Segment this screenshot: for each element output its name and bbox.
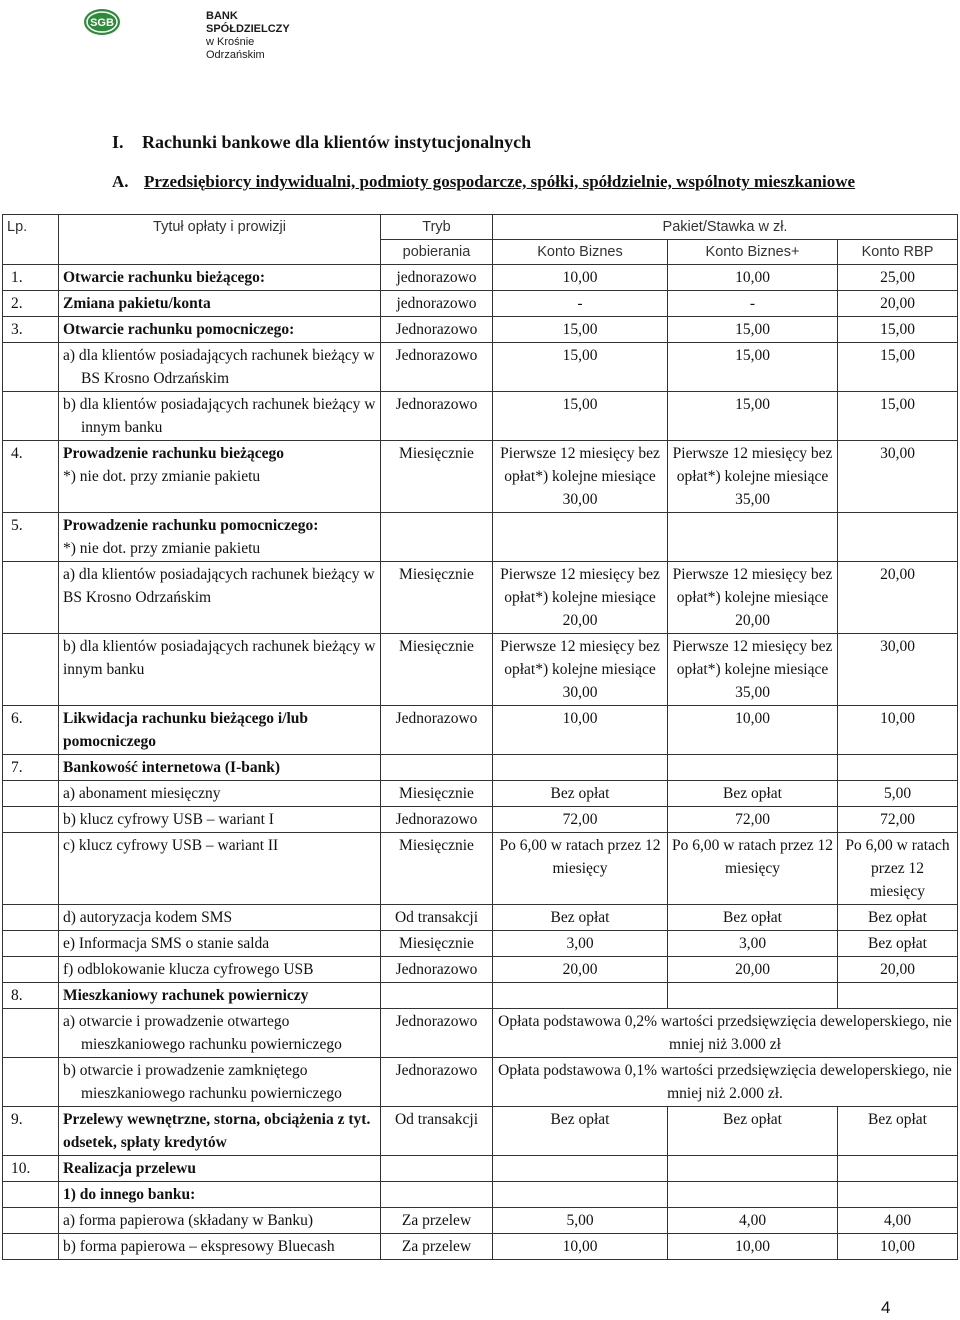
table-cell: 4,00 [838,1208,958,1234]
table-cell: Mieszkaniowy rachunek powierniczy [59,983,381,1009]
table-cell: Prowadzenie rachunku bieżącego *) nie dot. przy zmianie pakietu [59,441,381,513]
table-cell: Od transakcji [381,905,493,931]
table-cell: Jednorazowo [381,343,493,392]
table-cell: 20,00 [668,957,838,983]
table-cell: Pierwsze 12 miesięcy bez opłat*) kolejne miesiące 35,00 [668,634,838,706]
table-cell: 20,00 [493,957,668,983]
table-cell: e) Informacja SMS o stanie salda [59,931,381,957]
table-cell: Pierwsze 12 miesięcy bez opłat*) kolejne miesiące 30,00 [493,634,668,706]
table-cell: Pierwsze 12 miesięcy bez opłat*) kolejne miesiące 30,00 [493,441,668,513]
table-cell: 5. [3,513,59,562]
table-cell: - [493,291,668,317]
table-cell: 15,00 [493,392,668,441]
table-cell: 10,00 [493,706,668,755]
table-cell [3,1058,59,1107]
table-cell: Prowadzenie rachunku pomocniczego: *) nie dot. przy zmianie pakietu [59,513,381,562]
fee-table [2,214,958,1260]
table-row [3,317,958,343]
table-cell: Miesięcznie [381,781,493,807]
table-cell: Bez opłat [493,905,668,931]
table-cell: 7. [3,755,59,781]
table-cell: Otwarcie rachunku bieżącego: [59,265,381,291]
table-cell: 30,00 [838,634,958,706]
header-package: Pakiet/Stawka w zł. [493,215,958,240]
table-cell: Za przelew [381,1234,493,1260]
table-cell: a) abonament miesięczny [59,781,381,807]
table-cell: 10,00 [493,1234,668,1260]
table-cell: Miesięcznie [381,833,493,905]
table-cell: Za przelew [381,1208,493,1234]
table-cell [3,392,59,441]
table-cell: 10,00 [838,1234,958,1260]
table-cell: 15,00 [493,317,668,343]
table-cell: 15,00 [668,317,838,343]
table-cell [668,513,838,562]
table-cell [493,513,668,562]
table-cell [381,1156,493,1182]
table-cell: d) autoryzacja kodem SMS [59,905,381,931]
table-cell [3,957,59,983]
table-cell: 20,00 [838,957,958,983]
section-heading [112,132,531,153]
header-konto-biznes: Konto Biznes [493,240,668,265]
table-cell: Miesięcznie [381,931,493,957]
table-cell [3,931,59,957]
table-row [3,1182,958,1208]
table-cell: 5,00 [838,781,958,807]
table-cell: Pierwsze 12 miesięcy bez opłat*) kolejne miesiące 20,00 [668,562,838,634]
header-mode-1: Tryb [381,215,493,240]
table-cell: - [668,291,838,317]
table-cell [3,807,59,833]
table-cell: Jednorazowo [381,1009,493,1058]
table-cell: 1) do innego banku: [59,1182,381,1208]
table-header-row [3,215,958,240]
table-cell: 3,00 [493,931,668,957]
table-cell: Jednorazowo [381,957,493,983]
table-row [3,905,958,931]
table-cell: Bez opłat [838,905,958,931]
table-cell: b) klucz cyfrowy USB – wariant I [59,807,381,833]
table-row [3,833,958,905]
table-cell: 10,00 [493,265,668,291]
table-cell [3,833,59,905]
subsection-heading [112,171,892,193]
table-cell: Realizacja przelewu [59,1156,381,1182]
table-cell [493,983,668,1009]
table-cell: 5,00 [493,1208,668,1234]
table-cell: Bankowość internetowa (I-bank) [59,755,381,781]
table-cell: 8. [3,983,59,1009]
table-row [3,1156,958,1182]
table-cell: b) dla klientów posiadających rachunek bieżący w innym banku [59,392,381,441]
section-number: I. [112,132,124,152]
table-cell: b) dla klientów posiadających rachunek bieżący w innym banku [59,634,381,706]
table-cell [3,1182,59,1208]
table-cell: 15,00 [838,317,958,343]
table-cell: 9. [3,1107,59,1156]
table-cell: a) otwarcie i prowadzenie otwartego mieszkaniowego rachunku powierniczego [59,1009,381,1058]
table-row [3,1058,958,1107]
table-cell: Jednorazowo [381,1058,493,1107]
table-cell: 72,00 [493,807,668,833]
table-cell: Zmiana pakietu/konta [59,291,381,317]
table-cell [493,755,668,781]
table-cell: Jednorazowo [381,392,493,441]
table-cell [668,983,838,1009]
table-cell [838,513,958,562]
table-cell: Miesięcznie [381,562,493,634]
table-cell: a) dla klientów posiadających rachunek bieżący w BS Krosno Odrzańskim [59,562,381,634]
table-cell: 10,00 [668,1234,838,1260]
table-cell: Opłata podstawowa 0,1% wartości przedsięwzięcia deweloperskiego, nie mniej niż 2.000 zł. [493,1058,958,1107]
table-cell: Miesięcznie [381,634,493,706]
table-row [3,513,958,562]
table-cell: 15,00 [493,343,668,392]
header-title: Tytuł opłaty i prowizji [59,215,381,265]
table-cell [668,1182,838,1208]
table-cell: b) otwarcie i prowadzenie zamkniętego mieszkaniowego rachunku powierniczego [59,1058,381,1107]
table-row [3,1009,958,1058]
table-cell [493,1156,668,1182]
table-cell: Po 6,00 w ratach przez 12 miesięcy [668,833,838,905]
table-cell [381,513,493,562]
table-row [3,755,958,781]
table-cell: 30,00 [838,441,958,513]
table-cell: 10,00 [668,706,838,755]
table-cell: Otwarcie rachunku pomocniczego: [59,317,381,343]
table-cell [381,983,493,1009]
table-cell: 4,00 [668,1208,838,1234]
section-title: Rachunki bankowe dla klientów instytucjonalnych [142,132,532,152]
table-cell: 3. [3,317,59,343]
table-cell [381,755,493,781]
table-cell [3,905,59,931]
table-cell: a) forma papierowa (składany w Banku) [59,1208,381,1234]
table-cell [3,562,59,634]
table-cell: 15,00 [838,392,958,441]
table-cell [838,983,958,1009]
table-row [3,1234,958,1260]
table-cell: 15,00 [668,343,838,392]
table-row [3,931,958,957]
table-cell: b) forma papierowa – ekspresowy Bluecash [59,1234,381,1260]
table-cell [381,1182,493,1208]
table-cell: Bez opłat [668,1107,838,1156]
table-cell: jednorazowo [381,291,493,317]
table-row [3,1107,958,1156]
table-cell: Jednorazowo [381,317,493,343]
table-cell: 72,00 [838,807,958,833]
table-cell: Po 6,00 w ratach przez 12 miesięcy [838,833,958,905]
table-row [3,1208,958,1234]
table-cell: Bez opłat [493,781,668,807]
table-row [3,807,958,833]
table-cell: Miesięcznie [381,441,493,513]
table-cell: Bez opłat [668,905,838,931]
table-cell [668,1156,838,1182]
table-cell: 25,00 [838,265,958,291]
logo-badge: SGB [90,17,114,29]
header-mode-2: pobierania [381,240,493,265]
sgb-logo-icon [82,6,126,38]
table-cell: 72,00 [668,807,838,833]
table-cell: Po 6,00 w ratach przez 12 miesięcy [493,833,668,905]
table-cell: 1. [3,265,59,291]
table-cell [3,781,59,807]
table-cell [3,1208,59,1234]
table-cell: 20,00 [838,562,958,634]
table-row [3,343,958,392]
table-cell: 20,00 [838,291,958,317]
table-cell: Pierwsze 12 miesięcy bez opłat*) kolejne miesiące 35,00 [668,441,838,513]
table-cell: 3,00 [668,931,838,957]
table-cell: Bez opłat [493,1107,668,1156]
table-cell: Jednorazowo [381,807,493,833]
logo-bank-location: w Krośnie Odrzańskim [206,36,265,61]
table-cell [838,1156,958,1182]
table-cell [3,343,59,392]
table-cell: a) dla klientów posiadających rachunek bieżący w BS Krosno Odrzańskim [59,343,381,392]
table-cell: 6. [3,706,59,755]
table-row [3,957,958,983]
table-cell [3,634,59,706]
table-row [3,634,958,706]
table-row [3,983,958,1009]
table-row [3,706,958,755]
header-konto-biznes-plus: Konto Biznes+ [668,240,838,265]
table-cell: f) odblokowanie klucza cyfrowego USB [59,957,381,983]
table-row [3,441,958,513]
table-row [3,291,958,317]
table-cell: Pierwsze 12 miesięcy bez opłat*) kolejne miesiące 20,00 [493,562,668,634]
table-cell: Bez opłat [668,781,838,807]
table-cell: Przelewy wewnętrzne, storna, obciążenia z tyt. odsetek, spłaty kredytów [59,1107,381,1156]
table-cell: 10,00 [838,706,958,755]
table-cell: jednorazowo [381,265,493,291]
table-cell: 15,00 [668,392,838,441]
table-cell [3,1234,59,1260]
table-cell [493,1182,668,1208]
page-number: 4 [881,1298,891,1317]
table-cell: 2. [3,291,59,317]
table-cell: 4. [3,441,59,513]
table-cell: Bez opłat [838,1107,958,1156]
bank-logo [82,6,290,61]
table-cell: Opłata podstawowa 0,2% wartości przedsięwzięcia deweloperskiego, nie mniej niż 3.000 zł [493,1009,958,1058]
table-cell: Jednorazowo [381,706,493,755]
table-cell [838,755,958,781]
subsection-title: Przedsiębiorcy indywidualni, podmioty gospodarcze, spółki, spółdzielnie, wspólnoty mieszkaniowe [144,172,856,191]
table-cell [668,755,838,781]
table-row [3,265,958,291]
header-lp: Lp. [3,215,59,265]
table-row [3,392,958,441]
table-row [3,781,958,807]
table-cell [838,1182,958,1208]
table-cell: Likwidacja rachunku bieżącego i/lub pomocniczego [59,706,381,755]
table-cell: Od transakcji [381,1107,493,1156]
table-cell: c) klucz cyfrowy USB – wariant II [59,833,381,905]
table-cell: 15,00 [838,343,958,392]
table-row [3,562,958,634]
table-cell: Bez opłat [838,931,958,957]
table-cell [3,1009,59,1058]
subsection-number: A. [112,172,129,191]
header-konto-rbp: Konto RBP [838,240,958,265]
table-cell: 10. [3,1156,59,1182]
table-cell: 10,00 [668,265,838,291]
logo-bank-name: BANK SPÓŁDZIELCZY [206,10,290,35]
